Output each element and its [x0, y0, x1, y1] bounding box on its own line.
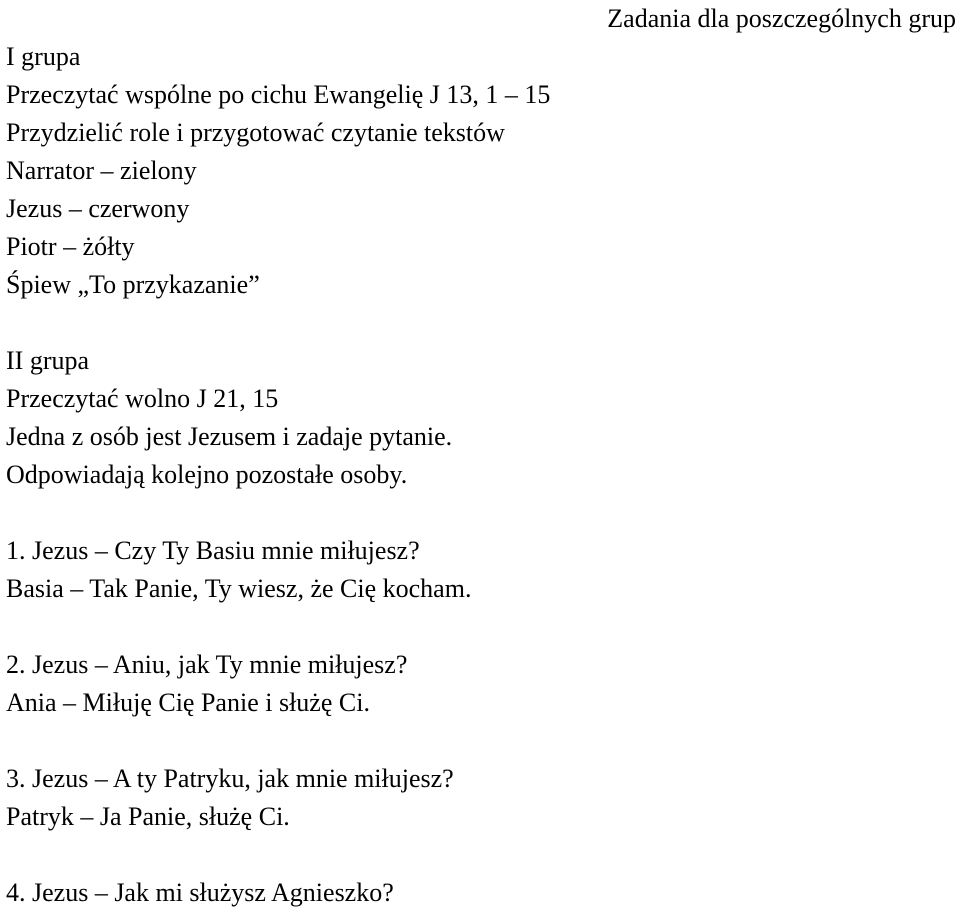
group-1-task-read: Przeczytać wspólne po cichu Ewangelię J 13, 1 – 15: [6, 80, 551, 109]
group-2-instruction: Jedna z osób jest Jezusem i zadaje pytanie.: [6, 422, 453, 451]
group-2-title: II grupa: [6, 346, 90, 375]
group-1-task-assign-roles: Przydzielić role i przygotować czytanie tekstów: [6, 118, 505, 147]
dialogue-2-question: 2. Jezus – Aniu, jak Ty mnie miłujesz?: [6, 650, 408, 679]
group-1-role-narrator: Narrator – zielony: [6, 156, 197, 185]
group-1-section: [6, 38, 550, 304]
document-heading: Zadania dla poszczególnych grup: [607, 4, 956, 33]
spacer: [6, 608, 471, 646]
dialogue-3-question: 3. Jezus – A ty Patryku, jak mnie miłujesz?: [6, 764, 454, 793]
group-1-title: I grupa: [6, 42, 81, 71]
dialogue-3-answer: Patryk – Ja Panie, służę Ci.: [6, 802, 290, 831]
dialogue-1-answer: Basia – Tak Panie, Ty wiesz, że Cię kocham.: [6, 574, 472, 603]
dialogue-4-question: 4. Jezus – Jak mi służysz Agnieszko?: [6, 878, 394, 907]
spacer: [6, 836, 471, 874]
group-2-instruction-answers: Odpowiadają kolejno pozostałe osoby.: [6, 460, 408, 489]
group-1-role-jezus: Jezus – czerwony: [6, 194, 190, 223]
spacer: [6, 722, 471, 760]
group-2-section: [6, 342, 471, 912]
group-1-song: Śpiew „To przykazanie”: [6, 270, 260, 299]
group-2-task-read: Przeczytać wolno J 21, 15: [6, 384, 279, 413]
dialogue-1-question: 1. Jezus – Czy Ty Basiu mnie miłujesz?: [6, 536, 420, 565]
group-1-role-piotr: Piotr – żółty: [6, 232, 135, 261]
dialogue-2-answer: Ania – Miłuję Cię Panie i służę Ci.: [6, 688, 370, 717]
spacer: [6, 494, 471, 532]
